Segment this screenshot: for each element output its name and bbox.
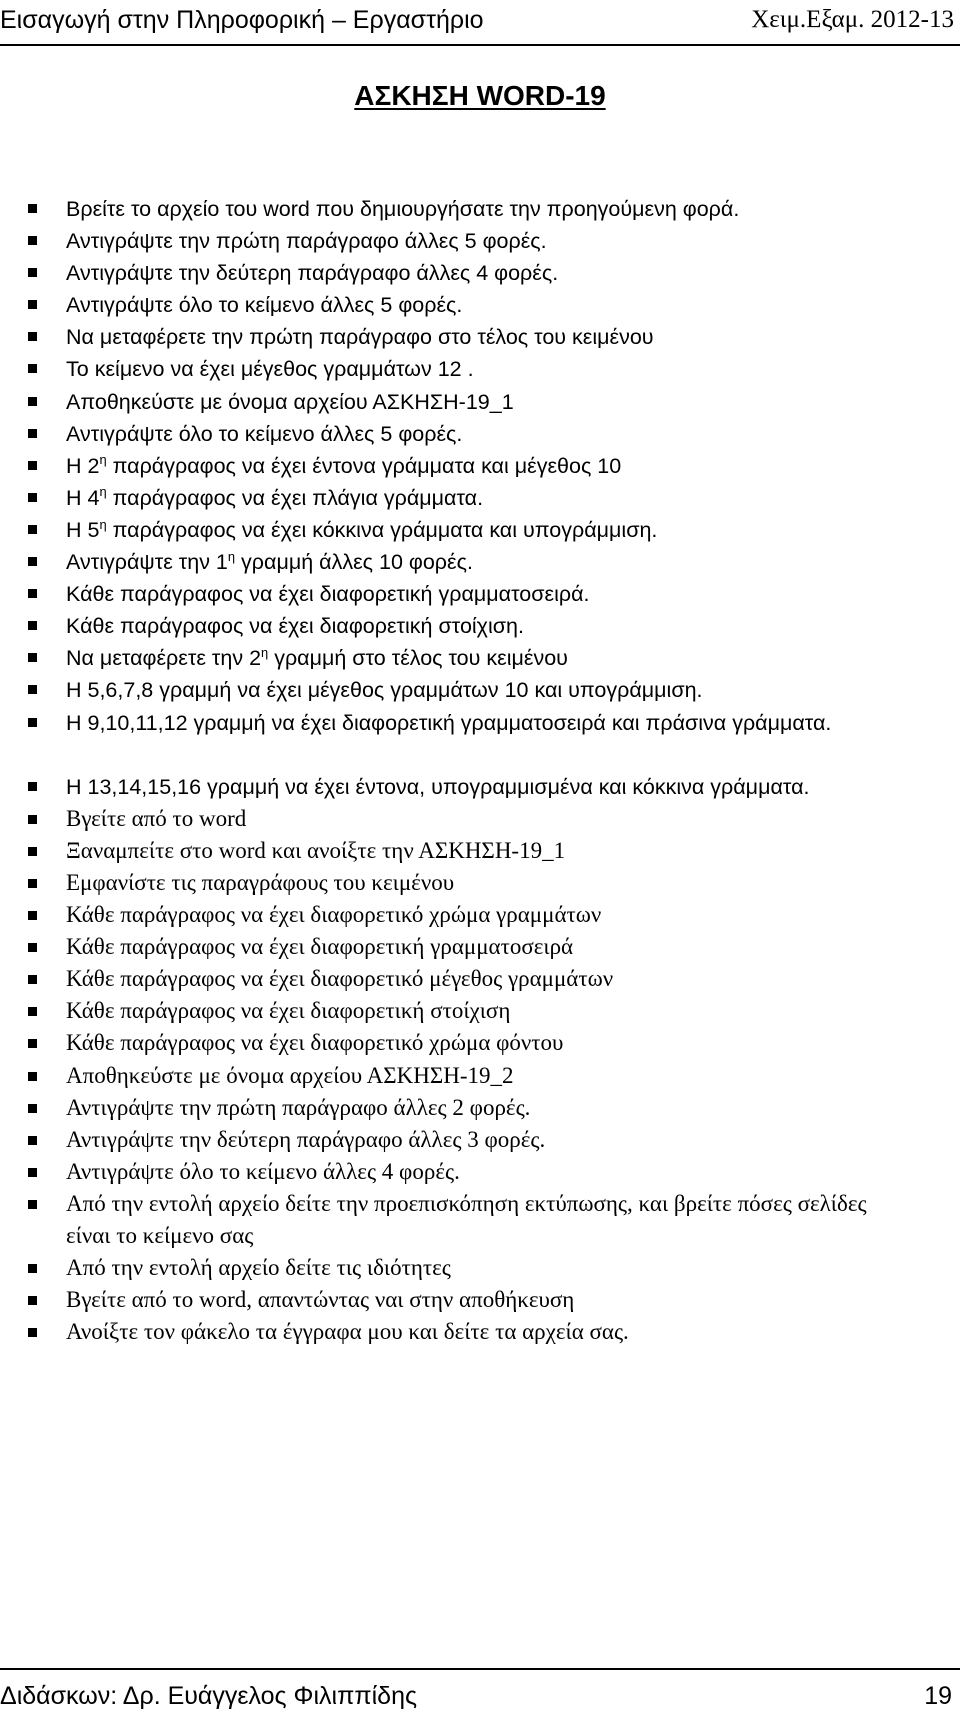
square-bullet-icon — [28, 461, 37, 470]
square-bullet-icon — [28, 364, 37, 373]
list-item: Βγείτε από το word, απαντώντας ναι στην αποθήκευση — [0, 1284, 960, 1316]
square-bullet-icon — [28, 300, 37, 309]
square-bullet-icon — [28, 1296, 37, 1305]
list-item: Από την εντολή αρχείο δείτε την προεπισκόπηση εκτύπωσης, και βρείτε πόσες σελίδες είναι το κείμενο σας — [0, 1188, 886, 1252]
list-item: Κάθε παράγραφος να έχει διαφορετικό χρώμα φόντου — [0, 1027, 960, 1059]
instruction-list — [0, 193, 960, 1348]
square-bullet-icon — [28, 589, 37, 598]
list-item: Αντιγράψτε την πρώτη παράγραφο άλλες 2 φορές. — [0, 1092, 960, 1124]
page-number: 19 — [924, 1682, 952, 1710]
semester-label: Χειμ.Εξαμ. 2012-13 — [751, 6, 954, 33]
list-item: Το κείμενο να έχει μέγεθος γραμμάτων 12 . — [0, 353, 960, 385]
list-item: Κάθε παράγραφος να έχει διαφορετικό χρώμα γραμμάτων — [0, 899, 960, 931]
square-bullet-icon — [28, 525, 37, 534]
square-bullet-icon — [28, 236, 37, 245]
list-item: Κάθε παράγραφος να έχει διαφορετική στοίχιση. — [0, 610, 960, 642]
list-item: Κάθε παράγραφος να έχει διαφορετική στοίχιση — [0, 995, 960, 1027]
list-item: Αντιγράψτε όλο το κείμενο άλλες 5 φορές. — [0, 418, 960, 450]
square-bullet-icon — [28, 943, 37, 952]
list-item: Αντιγράψτε την πρώτη παράγραφο άλλες 5 φορές. — [0, 225, 960, 257]
square-bullet-icon — [28, 493, 37, 502]
list-item: Η 5,6,7,8 γραμμή να έχει μέγεθος γραμμάτων 10 και υπογράμμιση. — [0, 674, 960, 706]
square-bullet-icon — [28, 718, 37, 727]
list-item: Κάθε παράγραφος να έχει διαφορετική γραμματοσειρά. — [0, 578, 960, 610]
square-bullet-icon — [28, 685, 37, 694]
page-footer — [0, 1668, 960, 1728]
list-item: Να μεταφέρετε την πρώτη παράγραφο στο τέλος του κειμένου — [0, 321, 960, 353]
list-item: Η $5^\eta$ παράγραφος να έχει κόκκινα γράμματα και υπογράμμιση. — [0, 514, 960, 546]
square-bullet-icon — [28, 975, 37, 984]
square-bullet-icon — [28, 911, 37, 920]
list-item: Αντιγράψτε την $1^\eta$ γραμμή άλλες 10 φορές. — [0, 546, 960, 578]
square-bullet-icon — [28, 879, 37, 888]
square-bullet-icon — [28, 1200, 37, 1209]
footer-divider — [0, 1668, 960, 1670]
square-bullet-icon — [28, 1072, 37, 1081]
header-divider — [0, 44, 960, 46]
list-item: Η 9,10,11,12 γραμμή να έχει διαφορετική γραμματοσειρά και πράσινα γράμματα. — [0, 707, 886, 771]
square-bullet-icon — [28, 268, 37, 277]
list-item: Ανοίξτε τον φάκελο τα έγγραφα μου και δείτε τα αρχεία σας. — [0, 1316, 960, 1348]
list-item: Αντιγράψτε όλο το κείμενο άλλες 5 φορές. — [0, 289, 960, 321]
list-item: Αντιγράψτε την δεύτερη παράγραφο άλλες 3 φορές. — [0, 1124, 960, 1156]
list-item: Η $2^\eta$ παράγραφος να έχει έντονα γράμματα και μέγεθος 10 — [0, 450, 960, 482]
square-bullet-icon — [28, 782, 37, 791]
square-bullet-icon — [28, 332, 37, 341]
square-bullet-icon — [28, 621, 37, 630]
square-bullet-icon — [28, 1136, 37, 1145]
list-item: Κάθε παράγραφος να έχει διαφορετική γραμματοσειρά — [0, 931, 960, 963]
exercise-title: ΑΣΚΗΣΗ WORD-19 — [354, 80, 606, 111]
list-item: Η $4^\eta$ παράγραφος να έχει πλάγια γράμματα. — [0, 482, 960, 514]
square-bullet-icon — [28, 653, 37, 662]
square-bullet-icon — [28, 1104, 37, 1113]
list-item: Κάθε παράγραφος να έχει διαφορετικό μέγεθος γραμμάτων — [0, 963, 960, 995]
square-bullet-icon — [28, 1007, 37, 1016]
list-item: Αντιγράψτε την δεύτερη παράγραφο άλλες 4 φορές. — [0, 257, 960, 289]
instructor-name: Διδάσκων: Δρ. Ευάγγελος Φιλιππίδης — [0, 1682, 418, 1710]
square-bullet-icon — [28, 397, 37, 406]
list-item: Αντιγράψτε όλο το κείμενο άλλες 4 φορές. — [0, 1156, 960, 1188]
square-bullet-icon — [28, 1039, 37, 1048]
list-item: Από την εντολή αρχείο δείτε τις ιδιότητες — [0, 1252, 960, 1284]
list-item: Ξαναμπείτε στο word και ανοίξτε την ΑΣΚΗΣΗ-19_1 — [0, 835, 960, 867]
list-item: Βρείτε το αρχείο του word που δημιουργήσατε την προηγούμενη φορά. — [0, 193, 960, 225]
list-item: Η 13,14,15,16 γραμμή να έχει έντονα, υπογραμμισμένα και κόκκινα γράμματα. — [0, 771, 960, 803]
square-bullet-icon — [28, 1328, 37, 1337]
course-title: Εισαγωγή στην Πληροφορική – Εργαστήριο — [0, 6, 484, 34]
square-bullet-icon — [28, 815, 37, 824]
square-bullet-icon — [28, 557, 37, 566]
square-bullet-icon — [28, 1168, 37, 1177]
list-item: Αποθηκεύστε με όνομα αρχείου ΑΣΚΗΣΗ-19_1 — [0, 386, 960, 418]
list-item: Αποθηκεύστε με όνομα αρχείου ΑΣΚΗΣΗ-19_2 — [0, 1060, 960, 1092]
list-item: Εμφανίστε τις παραγράφους του κειμένου — [0, 867, 960, 899]
list-item: Βγείτε από το word — [0, 803, 960, 835]
page-header — [0, 6, 960, 50]
square-bullet-icon — [28, 204, 37, 213]
list-item: Να μεταφέρετε την $2^\eta$ γραμμή στο τέλος του κειμένου — [0, 642, 960, 674]
square-bullet-icon — [28, 1264, 37, 1273]
square-bullet-icon — [28, 847, 37, 856]
square-bullet-icon — [28, 429, 37, 438]
